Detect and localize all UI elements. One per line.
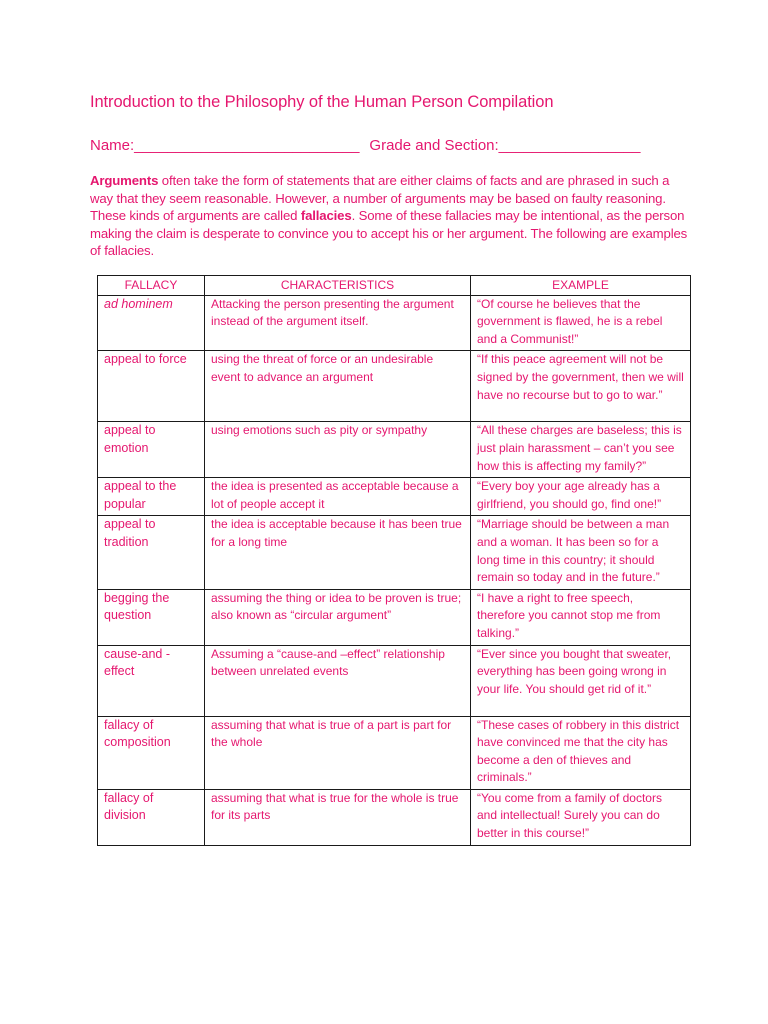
document-title: Introduction to the Philosophy of the Human Person Compilation	[90, 93, 554, 111]
table-row	[98, 645, 691, 716]
fallacies-table	[97, 275, 691, 846]
table-row	[98, 716, 691, 789]
example-cell: “Every boy your age already has a girlfriend, you should go, find one!”	[471, 478, 691, 516]
intro-text-2: . Some of these fallacies may be intentional, as the person making the claim is desperate to convince you to accept his or her argument. The following are examples of fallacies.	[90, 208, 688, 259]
term-fallacies: fallacies	[300, 208, 352, 224]
example-cell: “I have a right to free speech, therefore you cannot stop me from talking.”	[471, 589, 691, 645]
example-cell: “These cases of robbery in this district have convinced me that the city has become a den of thieves and criminals.”	[471, 716, 691, 789]
table-row	[98, 351, 691, 422]
intro-text-1: often take the form of statements that are either claims of facts and are phrased in such a way that they seem reasonable. However, a number of arguments may be based on faulty reasoning. These kinds of arguments are called	[90, 173, 670, 224]
name-field-label: Name:___________________________	[90, 137, 360, 154]
table-row	[98, 516, 691, 589]
characteristics-cell: the idea is acceptable because it has been true for a long time	[205, 516, 471, 589]
header-example: EXAMPLE	[471, 276, 691, 296]
characteristics-cell: assuming that what is true for the whole is true for its parts	[205, 789, 471, 845]
characteristics-cell: assuming that what is true of a part is part for the whole	[205, 716, 471, 789]
fallacy-cell: cause-and - effect	[98, 645, 205, 716]
table-row	[98, 478, 691, 516]
header-fallacy: FALLACY	[98, 276, 205, 296]
characteristics-cell: Attacking the person presenting the argument instead of the argument itself.	[205, 295, 471, 351]
fallacy-cell: fallacy of composition	[98, 716, 205, 789]
fallacy-cell: appeal to the popular	[98, 478, 205, 516]
header-characteristics: CHARACTERISTICS	[205, 276, 471, 296]
intro-paragraph	[90, 172, 690, 260]
fallacy-cell: begging the question	[98, 589, 205, 645]
example-cell: “Ever since you bought that sweater, everything has been going wrong in your life. You should get rid of it.”	[471, 645, 691, 716]
example-cell: “Marriage should be between a man and a woman. It has been so for a long time in this country; it should remain so today and in the future.”	[471, 516, 691, 589]
example-cell: “If this peace agreement will not be signed by the government, then we will have no recourse but to go to war.”	[471, 351, 691, 422]
example-cell: “All these charges are baseless; this is just plain harassment – can’t you see how this is affecting my family?”	[471, 422, 691, 478]
grade-section-field-label: Grade and Section:_________________	[369, 137, 641, 154]
characteristics-cell: the idea is presented as acceptable because a lot of people accept it	[205, 478, 471, 516]
student-info-line	[90, 137, 641, 154]
example-cell: “Of course he believes that the government is flawed, he is a rebel and a Communist!”	[471, 295, 691, 351]
example-cell: “You come from a family of doctors and intellectual! Surely you can do better in this course!”	[471, 789, 691, 845]
characteristics-cell: using emotions such as pity or sympathy	[205, 422, 471, 478]
characteristics-cell: Assuming a “cause-and –effect” relationship between unrelated events	[205, 645, 471, 716]
fallacy-cell: appeal to emotion	[98, 422, 205, 478]
fallacy-cell: fallacy of division	[98, 789, 205, 845]
fallacy-cell: ad hominem	[98, 295, 205, 351]
table-row	[98, 789, 691, 845]
table-header-row	[98, 276, 691, 296]
characteristics-cell: using the threat of force or an undesirable event to advance an argument	[205, 351, 471, 422]
table-row	[98, 422, 691, 478]
fallacy-cell: appeal to force	[98, 351, 205, 422]
fallacy-cell: appeal to tradition	[98, 516, 205, 589]
table-row	[98, 589, 691, 645]
table-row	[98, 295, 691, 351]
characteristics-cell: assuming the thing or idea to be proven is true; also known as “circular argument”	[205, 589, 471, 645]
term-arguments: Arguments	[90, 173, 159, 188]
